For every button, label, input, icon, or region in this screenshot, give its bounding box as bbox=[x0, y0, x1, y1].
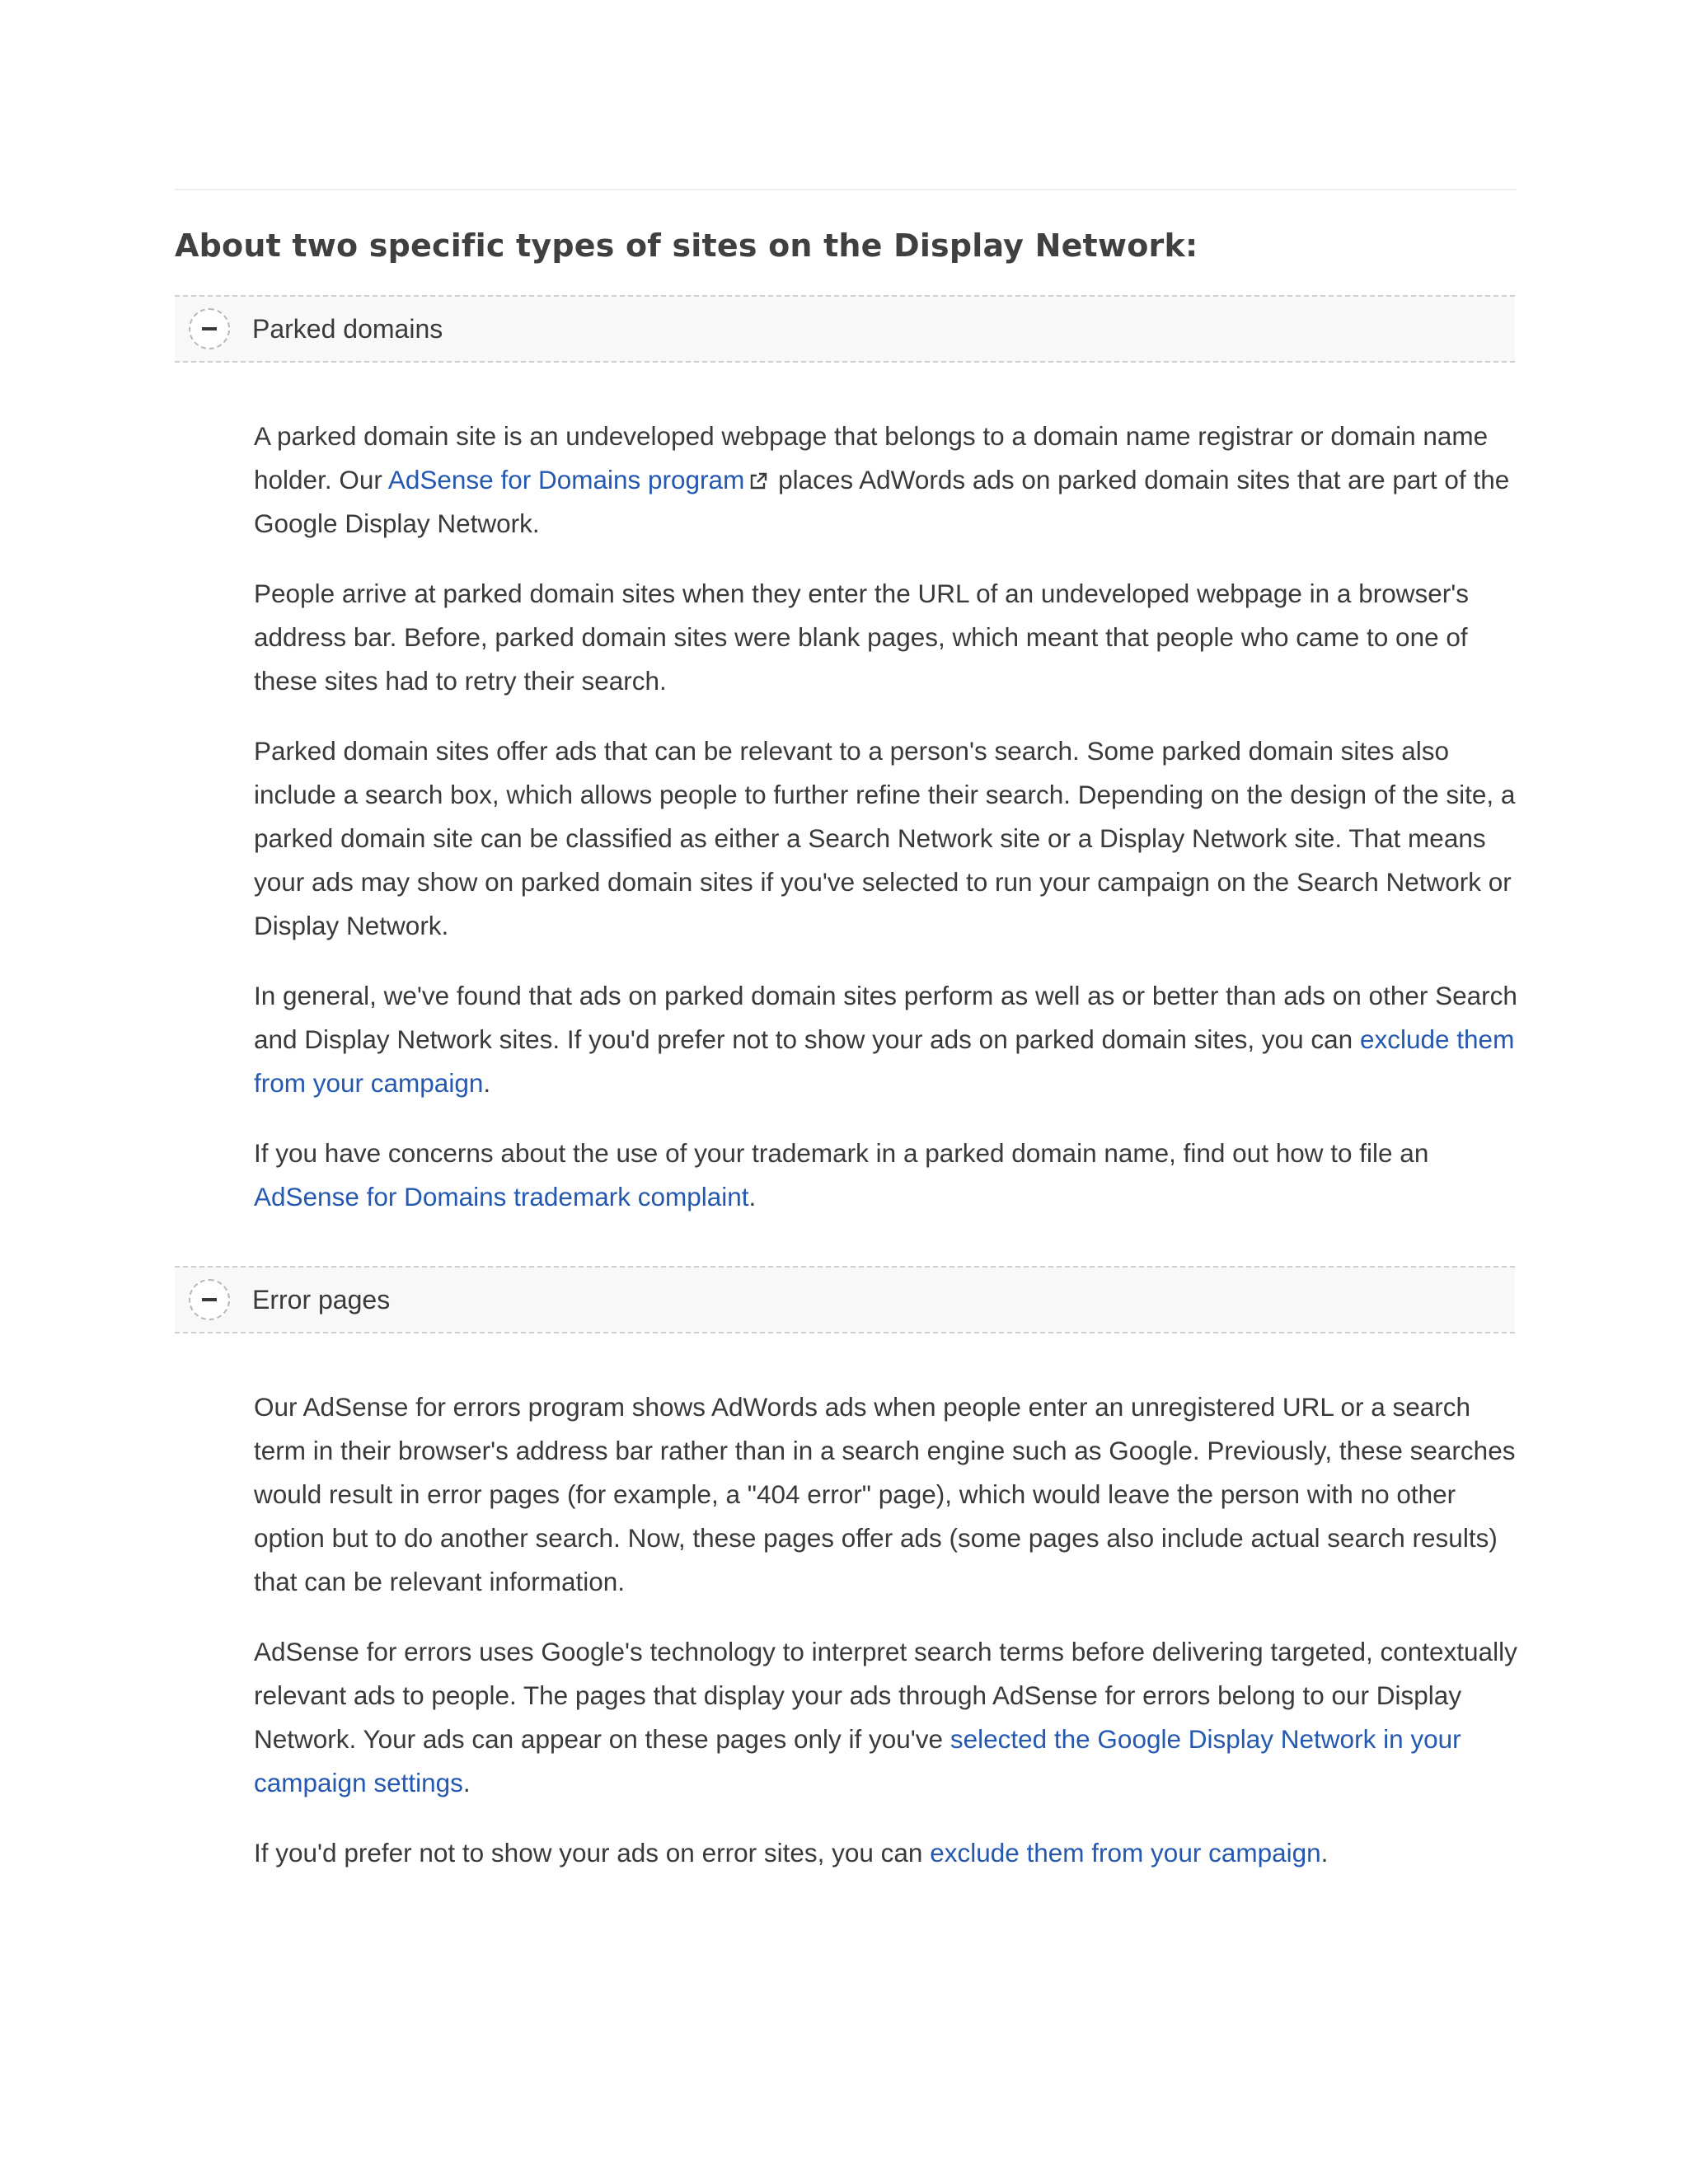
section-title-error-pages: Error pages bbox=[252, 1284, 391, 1315]
paragraph-text: . bbox=[1320, 1838, 1329, 1868]
section-header-error-pages[interactable] bbox=[175, 1266, 1515, 1333]
paragraph-text: places AdWords ads on parked domain sites that are part of the Google Display Network. bbox=[254, 465, 1510, 538]
paragraph-text: . bbox=[462, 1768, 471, 1797]
exclude-from-campaign-link[interactable]: exclude them from your campaign bbox=[930, 1838, 1321, 1868]
page-heading: About two specific types of sites on the Display Network: bbox=[175, 227, 1198, 264]
paragraph bbox=[254, 415, 1523, 546]
trademark-complaint-link[interactable]: AdSense for Domains trademark complaint bbox=[254, 1182, 749, 1212]
paragraph: People arrive at parked domain sites when they enter the URL of an undeveloped webpage in a browser's address bar. Before, parked domain sites were blank pages, which meant that people who came to one of these sites had to retry their search. bbox=[254, 579, 1469, 696]
top-divider bbox=[175, 189, 1517, 190]
section-body-parked-domains bbox=[254, 415, 1523, 1245]
collapse-minus-icon[interactable] bbox=[189, 1279, 230, 1320]
paragraph: Our AdSense for errors program shows AdWords ads when people enter an unregistered URL or a search term in their browser's address bar rather than in a search engine such as Google. Previously, these searches would result in error pages (for example, a "404 error" page), which would leave the person with no other option but to do another search. Now, these pages offer ads (some pages also include actual search results) that can be relevant information. bbox=[254, 1392, 1516, 1596]
paragraph bbox=[254, 1831, 1523, 1875]
paragraph bbox=[254, 1630, 1523, 1805]
paragraph bbox=[254, 1132, 1523, 1219]
external-link-icon[interactable] bbox=[749, 472, 767, 490]
paragraph-text: . bbox=[748, 1182, 757, 1212]
exclude-from-campaign-link[interactable]: exclude them from your campaign bbox=[254, 1024, 1515, 1098]
paragraph-text: . bbox=[483, 1068, 491, 1098]
paragraph: Parked domain sites offer ads that can be relevant to a person's search. Some parked domain sites also include a search box, which allows people to further refine their search. Depending on the design of the site, a parked domain site can be classified as either a Search Network site or a Display Network site. That means your ads may show on parked domain sites if you've selected to run your campaign on the Search Network or Display Network. bbox=[254, 736, 1516, 940]
section-body-error-pages bbox=[254, 1385, 1523, 1901]
paragraph bbox=[254, 974, 1523, 1105]
paragraph-text: If you have concerns about the use of your trademark in a parked domain name, find out how to file an bbox=[254, 1138, 1429, 1168]
paragraph-text: In general, we've found that ads on parked domain sites perform as well as or better than ads on other Search and Display Network sites. If you'd prefer not to show your ads on parked domain sites, you can bbox=[254, 981, 1517, 1054]
collapse-minus-icon[interactable] bbox=[189, 308, 230, 349]
section-header-parked-domains[interactable] bbox=[175, 295, 1515, 363]
adsense-for-domains-link[interactable]: AdSense for Domains program bbox=[387, 465, 745, 494]
campaign-settings-link[interactable]: selected the Google Display Network in your campaign settings bbox=[254, 1724, 1461, 1797]
paragraph-text: AdSense for errors uses Google's technology to interpret search terms before delivering targeted, contextually relevant ads to people. The pages that display your ads through AdSense for errors belong to our Display Network. Your ads can appear on these pages only if you've bbox=[254, 1637, 1517, 1754]
section-title-parked-domains: Parked domains bbox=[252, 313, 443, 344]
paragraph-text: If you'd prefer not to show your ads on error sites, you can bbox=[254, 1838, 931, 1868]
paragraph-text: A parked domain site is an undeveloped webpage that belongs to a domain name registrar or domain name holder. Our bbox=[254, 421, 1489, 494]
